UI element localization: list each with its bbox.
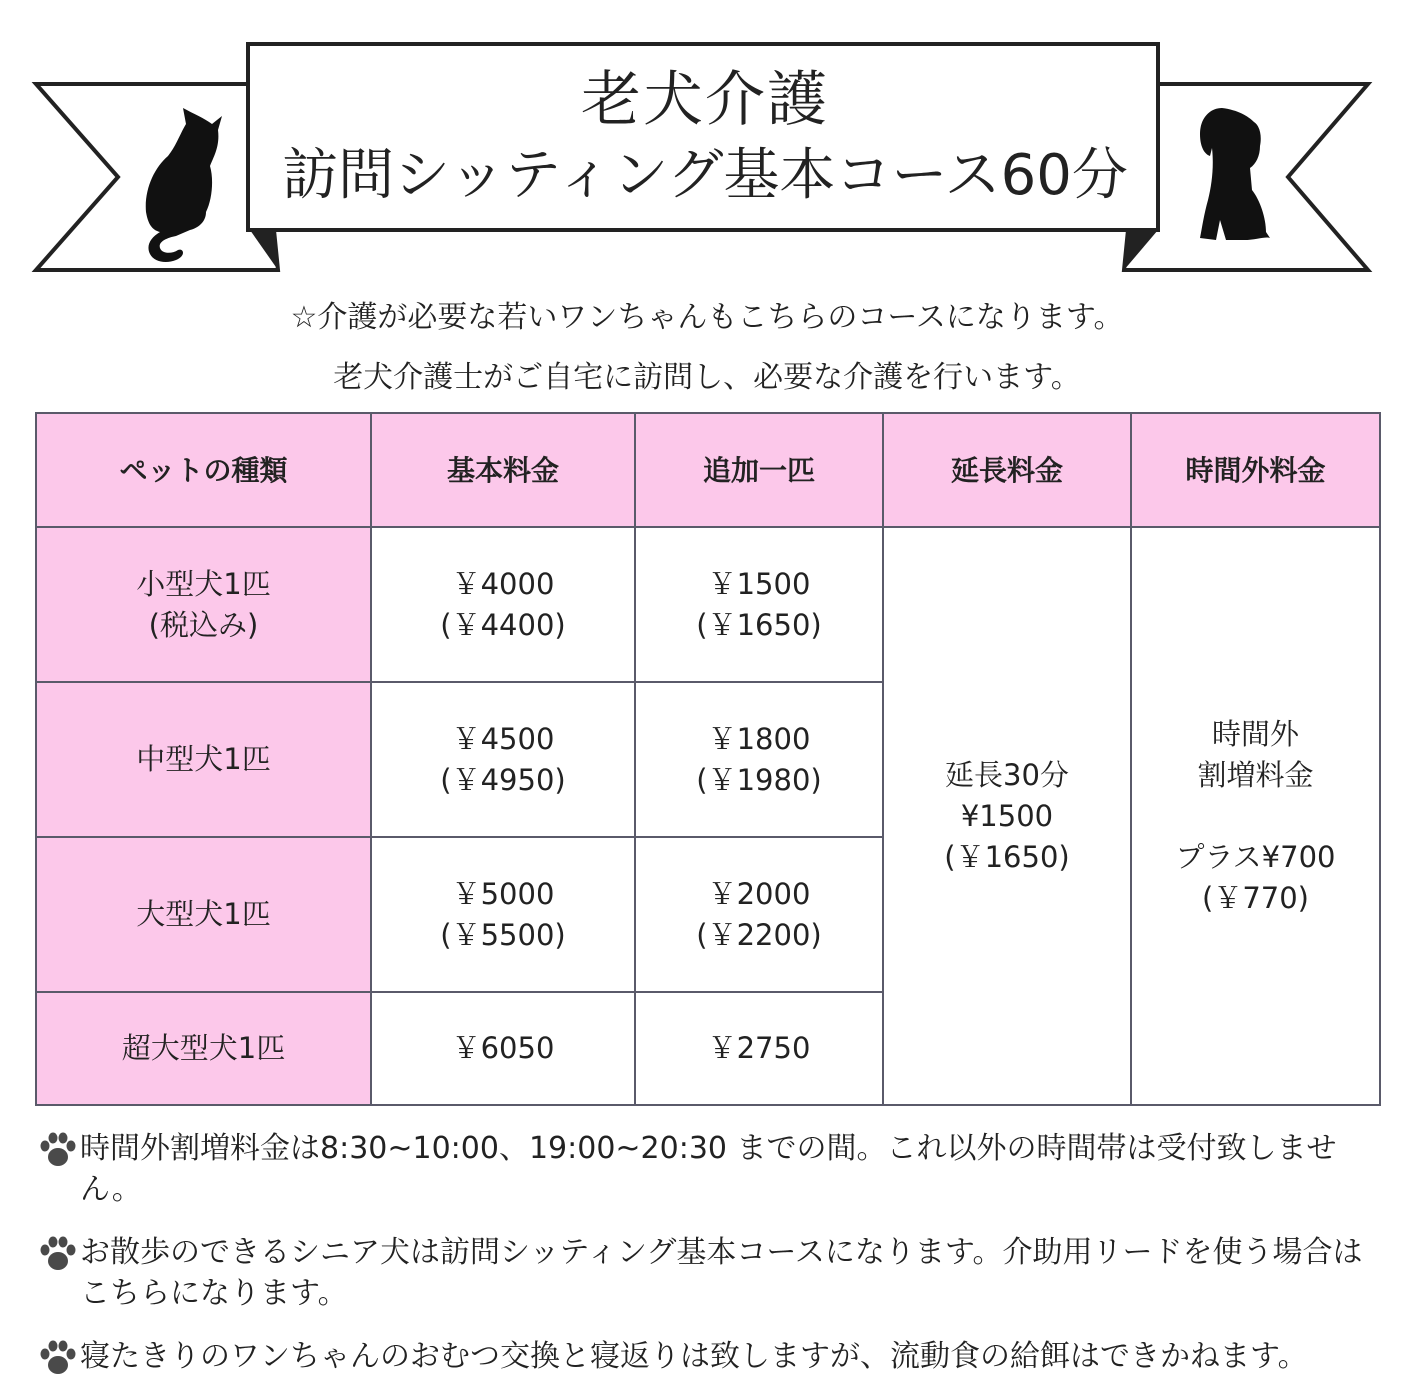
table-header-row bbox=[36, 413, 1380, 527]
paw-icon bbox=[36, 1130, 80, 1170]
pet-type-cell: 中型犬1匹 bbox=[36, 682, 371, 837]
note-item bbox=[36, 1128, 1386, 1210]
header-pet-type: ペットの種類 bbox=[36, 413, 371, 527]
price-table bbox=[35, 412, 1381, 1106]
notes-list bbox=[36, 1128, 1386, 1400]
note-text: お散歩のできるシニア犬は訪問シッティング基本コースになります。介助用リードを使う場合はこちらになります。 bbox=[80, 1235, 1363, 1311]
title-sub: 訪問シッティング基本コース60分 bbox=[282, 143, 1128, 208]
pet-type-cell: 超大型犬1匹 bbox=[36, 992, 371, 1105]
table-row bbox=[36, 527, 1380, 682]
base-fee-cell: ￥4000 (￥4400) bbox=[371, 527, 635, 682]
note-text: 寝たきりのワンちゃんのおむつ交換と寝返りは致しますが、流動食の給餌はできかねます。 bbox=[80, 1339, 1308, 1374]
base-fee-cell: ￥6050 bbox=[371, 992, 635, 1105]
overtime-fee-cell: 時間外 割増料金 プラス¥700 (￥770) bbox=[1131, 527, 1380, 1105]
paw-icon bbox=[36, 1234, 80, 1274]
base-fee-cell: ￥5000 (￥5500) bbox=[371, 837, 635, 992]
header-base-fee: 基本料金 bbox=[371, 413, 635, 527]
additional-fee-cell: ￥1500 (￥1650) bbox=[635, 527, 883, 682]
header-extension-fee: 延長料金 bbox=[883, 413, 1131, 527]
intro-line-1: ☆介護が必要な若いワンちゃんもこちらのコースになります。 bbox=[290, 300, 1124, 335]
additional-fee-cell: ￥2750 bbox=[635, 992, 883, 1105]
note-item bbox=[36, 1336, 1386, 1378]
base-fee-cell: ￥4500 (￥4950) bbox=[371, 682, 635, 837]
title-main: 老犬介護 bbox=[581, 65, 829, 135]
additional-fee-cell: ￥2000 (￥2200) bbox=[635, 837, 883, 992]
header-additional-pet: 追加一匹 bbox=[635, 413, 883, 527]
title-block bbox=[250, 46, 1160, 230]
paw-icon bbox=[36, 1338, 80, 1378]
note-text: 時間外割増料金は8:30~10:00、19:00~20:30 までの間。これ以外の時間帯は受付致しません。 bbox=[80, 1131, 1337, 1207]
extension-fee-cell: 延長30分 ¥1500 (￥1650) bbox=[883, 527, 1131, 1105]
header-overtime-fee: 時間外料金 bbox=[1131, 413, 1380, 527]
intro-line-2: 老犬介護士がご自宅に訪問し、必要な介護を行います。 bbox=[333, 360, 1081, 395]
note-item bbox=[36, 1232, 1386, 1314]
pet-type-cell: 大型犬1匹 bbox=[36, 837, 371, 992]
pet-type-cell: 小型犬1匹 (税込み) bbox=[36, 527, 371, 682]
additional-fee-cell: ￥1800 (￥1980) bbox=[635, 682, 883, 837]
